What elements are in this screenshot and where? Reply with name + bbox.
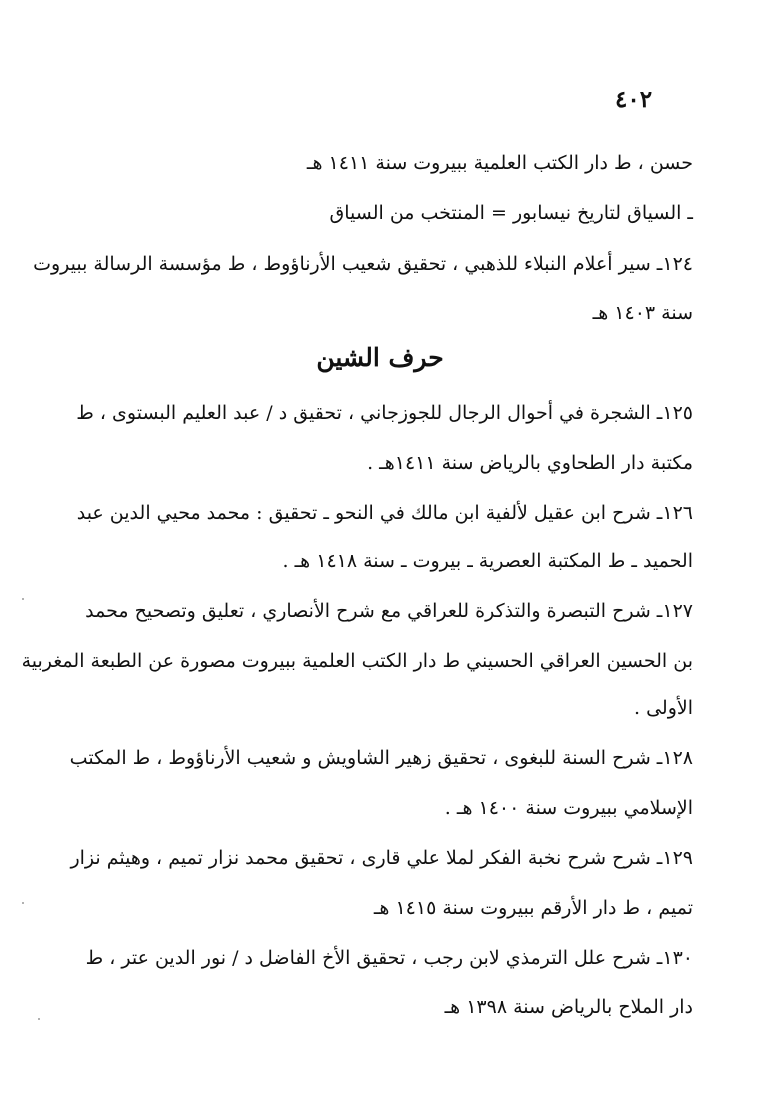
text-line: الحميد ـ ط المكتبة العصرية ـ بيروت ـ سنة ١٤١٨ هـ . [282, 550, 693, 572]
text-line: بن الحسين العراقي الحسيني ط دار الكتب العلمية ببيروت مصورة عن الطبعة المغربية [21, 650, 693, 672]
text-line: تميم ، ط دار الأرقم ببيروت سنة ١٤١٥ هـ [373, 897, 693, 919]
text-line: ١٢٧ـ شرح التبصرة والتذكرة للعراقي مع شرح الأنصاري ، تعليق وتصحيح محمد [85, 600, 693, 622]
text-line: حسن ، ط دار الكتب العلمية ببيروت سنة ١٤١١ هـ [306, 152, 693, 174]
text-line: ١٢٨ـ شرح السنة للبغوى ، تحقيق زهير الشاويش و شعيب الأرناؤوط ، ط المكتب [69, 747, 693, 769]
text-line: ـ السياق لتاريخ نيسابور = المنتخب من السياق [329, 202, 693, 224]
page-number: ٤٠٢ [615, 86, 653, 113]
scan-speck [22, 598, 24, 600]
text-line: مكتبة دار الطحاوي بالرياض سنة ١٤١١هـ . [367, 452, 693, 474]
scan-speck [38, 1018, 40, 1020]
text-line: دار الملاح بالرياض سنة ١٣٩٨ هـ [444, 996, 693, 1018]
text-line: ١٢٩ـ شرح شرح نخبة الفكر لملا علي قارى ، تحقيق محمد نزار تميم ، وهيثم نزار [70, 847, 693, 869]
text-line: سنة ١٤٠٣ هـ [592, 302, 693, 324]
text-line: الأولى . [634, 697, 693, 719]
text-line: ١٢٦ـ شرح ابن عقيل لألفية ابن مالك في النحو ـ تحقيق : محمد محيي الدين عبد [76, 502, 693, 524]
text-line: الإسلامي ببيروت سنة ١٤٠٠ هـ . [444, 797, 693, 819]
text-line: ١٢٥ـ الشجرة في أحوال الرجال للجوزجاني ، تحقيق د / عبد العليم البستوى ، ط [76, 402, 693, 424]
text-line: ١٢٤ـ سير أعلام النبلاء للذهبي ، تحقيق شعيب الأرناؤوط ، ط مؤسسة الرسالة ببيروت [33, 253, 693, 275]
section-heading: حرف الشين [316, 343, 444, 372]
scan-speck [22, 902, 24, 904]
text-line: ١٣٠ـ شرح علل الترمذي لابن رجب ، تحقيق الأخ الفاضل د / نور الدين عتر ، ط [85, 947, 693, 969]
